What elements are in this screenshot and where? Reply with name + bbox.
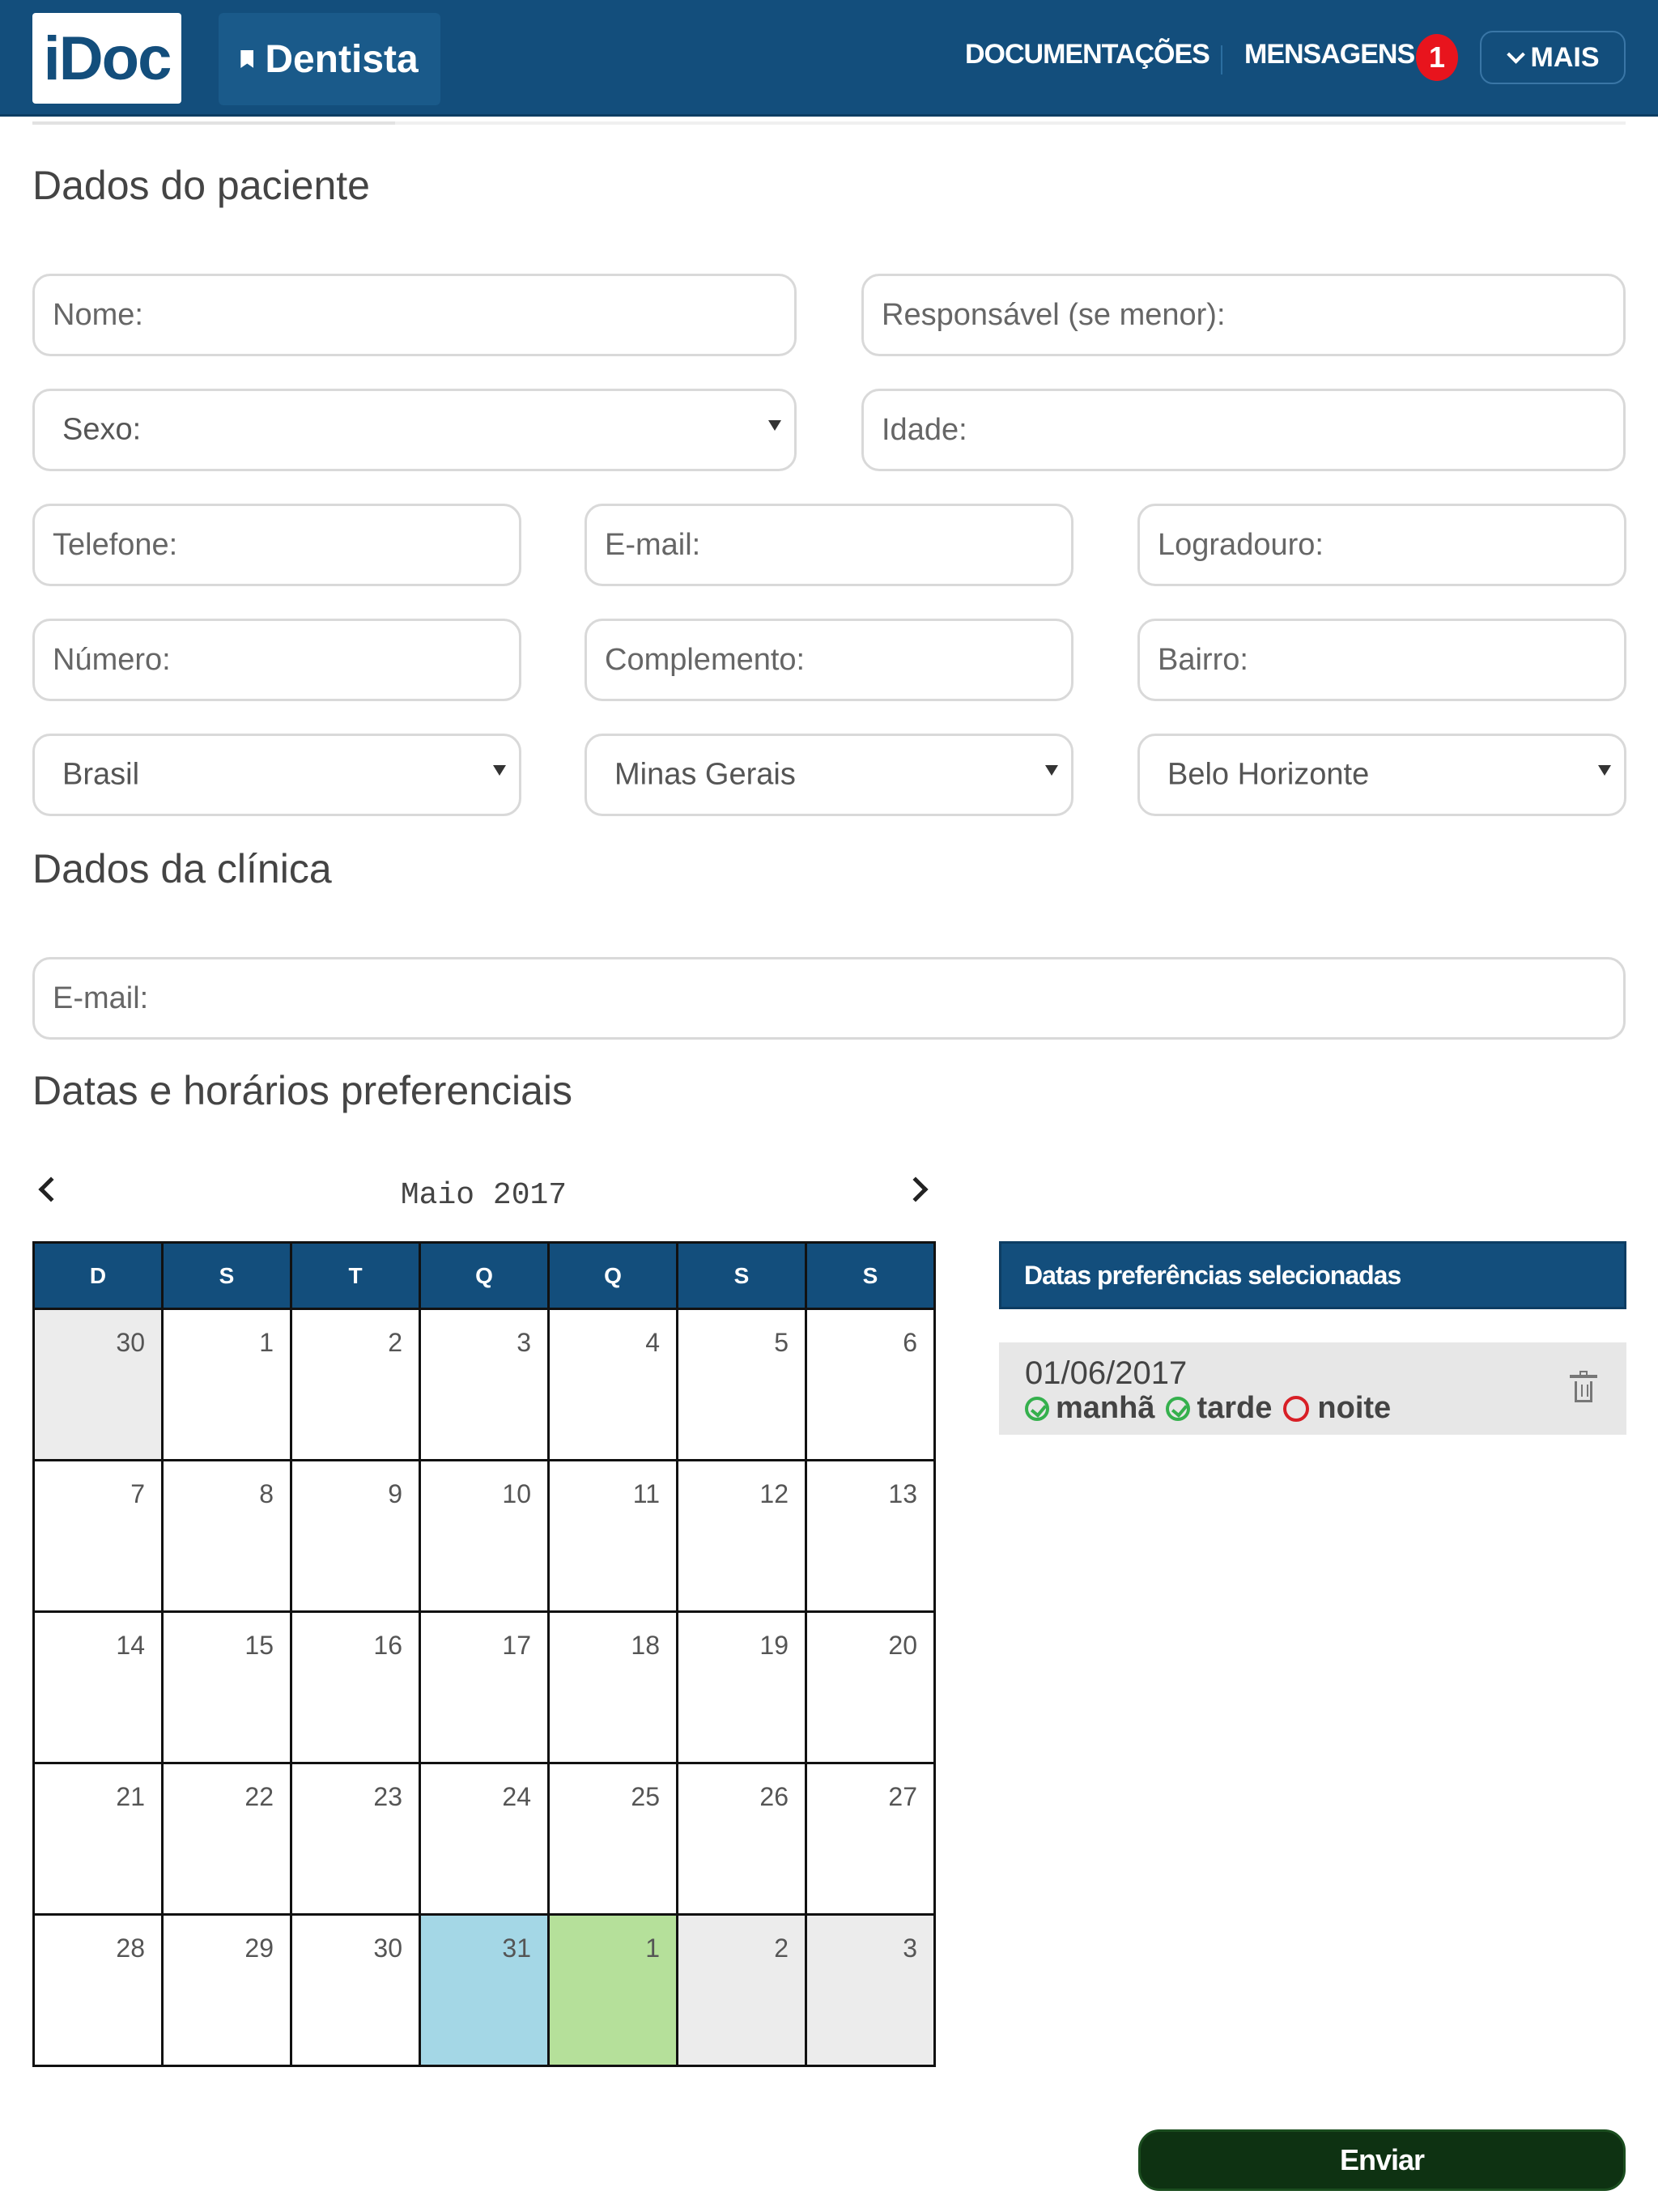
chevron-left-icon bbox=[38, 1176, 63, 1202]
nav-documentacoes[interactable]: DOCUMENTAÇÕES bbox=[965, 39, 1209, 70]
numero-input[interactable] bbox=[35, 621, 519, 699]
calendar-day[interactable]: 29 bbox=[163, 1915, 291, 2066]
email-input[interactable] bbox=[587, 506, 1071, 584]
dropdown-caret-icon bbox=[1598, 765, 1611, 776]
sexo-select[interactable] bbox=[32, 389, 797, 471]
logo-text: iDoc bbox=[43, 23, 171, 93]
calendar-week-row bbox=[34, 1763, 935, 1915]
calendar-day[interactable]: 10 bbox=[420, 1461, 549, 1612]
cidade-select-value: Belo Horizonte bbox=[1167, 757, 1370, 792]
bookmark-icon bbox=[240, 50, 253, 68]
clinic-section-title: Dados da clínica bbox=[32, 846, 332, 891]
nav-mensagens[interactable]: MENSAGENS bbox=[1244, 39, 1415, 70]
clinic-email-input[interactable] bbox=[35, 959, 1623, 1037]
slot-label-tarde: tarde bbox=[1197, 1391, 1273, 1425]
telefone-input[interactable] bbox=[35, 506, 519, 584]
calendar-month-label: Maio 2017 bbox=[400, 1178, 568, 1213]
nome-input[interactable] bbox=[35, 276, 794, 354]
sexo-select-value: Sexo: bbox=[62, 412, 142, 447]
check-circle-icon[interactable] bbox=[1025, 1397, 1049, 1421]
logradouro-field bbox=[1137, 504, 1626, 586]
weekday-header: S bbox=[806, 1243, 935, 1309]
messages-badge[interactable]: 1 bbox=[1416, 34, 1458, 81]
calendar-prev-button[interactable] bbox=[32, 1176, 62, 1208]
dropdown-caret-icon bbox=[493, 765, 506, 776]
app-label: Dentista bbox=[265, 37, 419, 81]
numero-field bbox=[32, 619, 521, 701]
pais-select-value: Brasil bbox=[62, 757, 140, 792]
dropdown-caret-icon bbox=[1045, 765, 1058, 776]
calendar-day[interactable]: 23 bbox=[291, 1763, 420, 1915]
email-field bbox=[585, 504, 1073, 586]
estado-select[interactable] bbox=[585, 734, 1073, 816]
patient-section-title: Dados do paciente bbox=[32, 163, 370, 208]
calendar-day[interactable]: 22 bbox=[163, 1763, 291, 1915]
check-circle-icon[interactable] bbox=[1166, 1397, 1190, 1421]
nome-field bbox=[32, 274, 797, 356]
calendar-day[interactable]: 21 bbox=[34, 1763, 163, 1915]
calendar-day[interactable]: 3 bbox=[420, 1309, 549, 1461]
calendar-grid bbox=[32, 1241, 936, 2067]
weekday-header: T bbox=[291, 1243, 420, 1309]
calendar-day[interactable]: 7 bbox=[34, 1461, 163, 1612]
calendar-week-row bbox=[34, 1612, 935, 1763]
calendar-day[interactable]: 6 bbox=[806, 1309, 935, 1461]
calendar-day[interactable]: 25 bbox=[549, 1763, 678, 1915]
calendar-day[interactable]: 8 bbox=[163, 1461, 291, 1612]
calendar-day[interactable]: 17 bbox=[420, 1612, 549, 1763]
calendar-week-row bbox=[34, 1915, 935, 2066]
time-slots bbox=[1025, 1391, 1402, 1426]
trash-icon[interactable] bbox=[1573, 1375, 1594, 1402]
clinic-email-field bbox=[32, 957, 1626, 1040]
weekday-header: S bbox=[163, 1243, 291, 1309]
weekday-header: Q bbox=[549, 1243, 678, 1309]
logradouro-input[interactable] bbox=[1140, 506, 1624, 584]
calendar-day-other-month[interactable]: 30 bbox=[34, 1309, 163, 1461]
calendar-day[interactable]: 12 bbox=[678, 1461, 806, 1612]
dropdown-caret-icon bbox=[768, 420, 781, 431]
pais-select[interactable] bbox=[32, 734, 521, 816]
app-dentista-button[interactable] bbox=[219, 13, 440, 105]
chevron-down-icon bbox=[1507, 45, 1525, 64]
cidade-select[interactable] bbox=[1137, 734, 1626, 816]
calendar-day[interactable]: 11 bbox=[549, 1461, 678, 1612]
calendar-day-today[interactable]: 31 bbox=[420, 1915, 549, 2066]
tab-underline bbox=[32, 121, 1626, 125]
calendar-day[interactable]: 18 bbox=[549, 1612, 678, 1763]
top-navbar bbox=[0, 0, 1658, 117]
slot-label-manha: manhã bbox=[1056, 1391, 1155, 1425]
bairro-input[interactable] bbox=[1140, 621, 1624, 699]
calendar-week-row bbox=[34, 1461, 935, 1612]
schedule-section-title: Datas e horários preferenciais bbox=[32, 1068, 572, 1113]
calendar-day[interactable]: 24 bbox=[420, 1763, 549, 1915]
chevron-right-icon bbox=[903, 1176, 928, 1202]
telefone-field bbox=[32, 504, 521, 586]
calendar-week-row bbox=[34, 1309, 935, 1461]
calendar-day[interactable]: 19 bbox=[678, 1612, 806, 1763]
calendar-day[interactable]: 28 bbox=[34, 1915, 163, 2066]
selected-dates-header: Datas preferências selecionadas bbox=[999, 1241, 1626, 1309]
calendar-day-other-month[interactable]: 3 bbox=[806, 1915, 935, 2066]
idade-input[interactable] bbox=[864, 391, 1623, 469]
weekday-header: D bbox=[34, 1243, 163, 1309]
calendar-next-button[interactable] bbox=[905, 1176, 934, 1208]
send-button[interactable]: Enviar bbox=[1138, 2129, 1626, 2191]
complemento-field bbox=[585, 619, 1073, 701]
selected-date-item bbox=[999, 1342, 1626, 1435]
more-label: MAIS bbox=[1530, 41, 1600, 73]
calendar-day[interactable]: 15 bbox=[163, 1612, 291, 1763]
weekday-header: Q bbox=[420, 1243, 549, 1309]
logo[interactable] bbox=[32, 13, 181, 104]
responsavel-field bbox=[861, 274, 1626, 356]
calendar-day[interactable]: 5 bbox=[678, 1309, 806, 1461]
calendar-day-other-month[interactable]: 2 bbox=[678, 1915, 806, 2066]
calendar-day[interactable]: 26 bbox=[678, 1763, 806, 1915]
tab-underline-active bbox=[32, 121, 395, 125]
calendar-day[interactable]: 2 bbox=[291, 1309, 420, 1461]
calendar-day[interactable]: 4 bbox=[549, 1309, 678, 1461]
slot-label-noite: noite bbox=[1317, 1391, 1392, 1425]
calendar-day[interactable]: 27 bbox=[806, 1763, 935, 1915]
more-menu-button[interactable] bbox=[1480, 31, 1626, 84]
calendar-day-selected[interactable]: 1 bbox=[549, 1915, 678, 2066]
estado-select-value: Minas Gerais bbox=[614, 757, 796, 792]
calendar-day[interactable]: 1 bbox=[163, 1309, 291, 1461]
selected-date-value: 01/06/2017 bbox=[1025, 1355, 1188, 1391]
nav-divider bbox=[1221, 45, 1222, 74]
complemento-input[interactable] bbox=[587, 621, 1071, 699]
weekday-header-row bbox=[34, 1243, 935, 1309]
calendar-day[interactable]: 13 bbox=[806, 1461, 935, 1612]
weekday-header: S bbox=[678, 1243, 806, 1309]
idade-field bbox=[861, 389, 1626, 471]
calendar-day[interactable]: 30 bbox=[291, 1915, 420, 2066]
calendar-day[interactable]: 14 bbox=[34, 1612, 163, 1763]
responsavel-input[interactable] bbox=[864, 276, 1623, 354]
calendar-day[interactable]: 9 bbox=[291, 1461, 420, 1612]
calendar-day[interactable]: 16 bbox=[291, 1612, 420, 1763]
calendar-day[interactable]: 20 bbox=[806, 1612, 935, 1763]
bairro-field bbox=[1137, 619, 1626, 701]
empty-circle-icon[interactable] bbox=[1283, 1396, 1309, 1422]
